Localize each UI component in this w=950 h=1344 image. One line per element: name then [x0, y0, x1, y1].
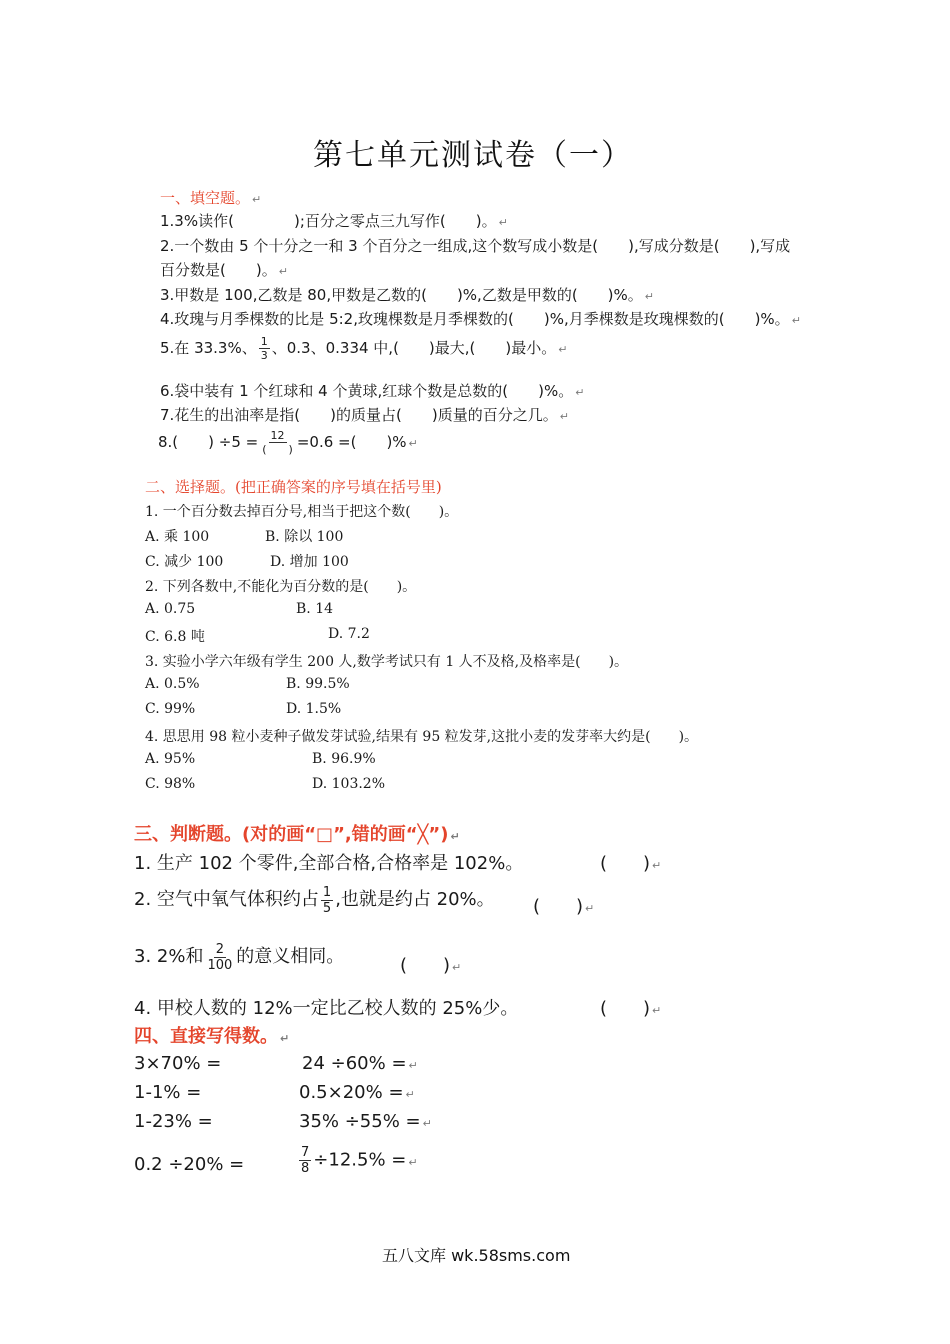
- judge-q1-answer-paren: ( ) ↵: [600, 853, 662, 874]
- paragraph-mark-icon: ↵: [498, 216, 508, 229]
- fill-q5: 5.在 33.3%、 $\frac{1}{3}$ 、0.3、0.334 中,( )最大,( )最小。 ↵: [160, 335, 568, 362]
- judge-q4-answer-paren: ( ) ↵: [600, 998, 662, 1019]
- paragraph-mark-icon: ↵: [408, 437, 418, 450]
- choice-q3-option-c: C. 99%: [145, 701, 196, 717]
- calc-row3-right: 35% ÷55% = ↵: [299, 1111, 432, 1132]
- choice-q1-option-a: A. 乘 100: [145, 529, 210, 545]
- footer-watermark: 五八文库 wk.58sms.com: [382, 1246, 571, 1265]
- choice-q3-option-b: B. 99.5%: [286, 676, 350, 692]
- choice-q1: 1. 一个百分数去掉百分号,相当于把这个数( )。: [145, 504, 459, 520]
- fill-q3: 3.甲数是 100,乙数是 80,甲数是乙数的( )%,乙数是甲数的( )%。 ↵: [160, 286, 655, 304]
- choice-q3: 3. 实验小学六年级有学生 200 人,数学考试只有 1 人不及格,及格率是( )。: [145, 654, 629, 670]
- judge-q2-answer-paren: ( ) ↵: [533, 896, 595, 917]
- calc-row1-right: 24 ÷60% = ↵: [302, 1053, 418, 1074]
- paragraph-mark-icon: ↵: [450, 830, 460, 843]
- paragraph-mark-icon: ↵: [652, 859, 662, 872]
- judge-q3-answer-paren: ( ) ↵: [400, 955, 462, 976]
- calc-row2-right: 0.5×20% = ↵: [299, 1082, 415, 1103]
- paragraph-mark-icon: ↵: [405, 1088, 415, 1101]
- paragraph-mark-icon: ↵: [252, 193, 262, 206]
- calc-row1-left: 3×70% =: [134, 1053, 222, 1074]
- choice-q4-option-d: D. 103.2%: [312, 776, 386, 792]
- paragraph-mark-icon: ↵: [558, 343, 568, 356]
- calc-row2-left: 1-1% =: [134, 1082, 202, 1103]
- section4-heading: 四、直接写得数。 ↵: [134, 1026, 290, 1047]
- choice-q2-option-d: D. 7.2: [328, 626, 370, 642]
- paragraph-mark-icon: ↵: [422, 1117, 432, 1130]
- fill-q4: 4.玫瑰与月季棵数的比是 5:2,玫瑰棵数是月季棵数的( )%,月季棵数是玫瑰棵数的( )%。 ↵: [160, 310, 801, 328]
- paragraph-mark-icon: ↵: [452, 961, 462, 974]
- choice-q3-option-d: D. 1.5%: [286, 701, 342, 717]
- paragraph-mark-icon: ↵: [791, 314, 801, 327]
- paragraph-mark-icon: ↵: [408, 1155, 418, 1169]
- choice-q2-option-a: A. 0.75: [145, 601, 196, 617]
- section2-heading: 二、选择题。(把正确答案的序号填在括号里): [145, 478, 442, 496]
- paragraph-mark-icon: ↵: [652, 1004, 662, 1017]
- fraction-seven-eighths: $\frac{7}{8}$: [301, 1145, 310, 1176]
- fill-q8: 8.( ) ÷5 = $\frac{12}{( )}$ =0.6 =( )% ↵: [158, 429, 418, 456]
- section3-heading: 三、判断题。(对的画“□”,错的画“╳”) ↵: [134, 824, 460, 845]
- choice-q4: 4. 思思用 98 粒小麦种子做发芽试验,结果有 95 粒发芽,这批小麦的发芽率大约是( )。: [145, 729, 699, 745]
- calc-row4-right: $\frac{7}{8}$ ÷12.5% = ↵: [301, 1145, 418, 1176]
- fraction-one-third: $\frac{1}{3}$: [260, 335, 268, 362]
- paragraph-mark-icon: ↵: [559, 410, 569, 423]
- judge-q2: 2. 空气中氧气体积约占 $\frac{1}{5}$ ,也就是约占 20%。: [134, 884, 495, 916]
- fill-q2-line2: 百分数是( )。 ↵: [160, 261, 288, 279]
- choice-q2-option-c: C. 6.8 吨: [145, 629, 205, 645]
- calc-row4-left: 0.2 ÷20% =: [134, 1154, 245, 1175]
- fill-q6: 6.袋中装有 1 个红球和 4 个黄球,红球个数是总数的( )%。 ↵: [160, 382, 585, 400]
- fraction-twelve-over-blank: $\frac{12}{( )}$: [262, 429, 293, 456]
- paragraph-mark-icon: ↵: [408, 1059, 418, 1072]
- choice-q3-option-a: A. 0.5%: [145, 676, 200, 692]
- choice-q4-option-b: B. 96.9%: [312, 751, 376, 767]
- fill-q2-line1: 2.一个数由 5 个十分之一和 3 个百分之一组成,这个数写成小数是( ),写成分数是( ),写成: [160, 237, 791, 255]
- judge-q4: 4. 甲校人数的 12%一定比乙校人数的 25%少。: [134, 998, 519, 1019]
- judge-q1: 1. 生产 102 个零件,全部合格,合格率是 102%。: [134, 853, 524, 874]
- choice-q4-option-c: C. 98%: [145, 776, 196, 792]
- paragraph-mark-icon: ↵: [278, 265, 288, 278]
- choice-q1-option-c: C. 减少 100: [145, 554, 224, 570]
- fill-q1: 1.3%读作( );百分之零点三九写作( )。 ↵: [160, 212, 508, 230]
- judge-q3: 3. 2%和 $\frac{2}{100}$ 的意义相同。: [134, 941, 345, 973]
- paragraph-mark-icon: ↵: [575, 386, 585, 399]
- choice-q1-option-d: D. 增加 100: [270, 554, 349, 570]
- fill-q7: 7.花生的出油率是指( )的质量占( )质量的百分之几。 ↵: [160, 406, 569, 424]
- calc-row3-left: 1-23% =: [134, 1111, 213, 1132]
- choice-q2: 2. 下列各数中,不能化为百分数的是( )。: [145, 579, 417, 595]
- page-title: 第七单元测试卷（一）: [313, 138, 633, 173]
- section1-heading: 一、填空题。 ↵: [160, 189, 262, 207]
- fraction-two-hundredths: $\frac{2}{100}$: [207, 941, 233, 973]
- paragraph-mark-icon: ↵: [280, 1032, 290, 1045]
- choice-q4-option-a: A. 95%: [145, 751, 196, 767]
- choice-q1-option-b: B. 除以 100: [265, 529, 344, 545]
- paragraph-mark-icon: ↵: [644, 290, 655, 303]
- fraction-one-fifth: $\frac{1}{5}$: [322, 884, 332, 916]
- paragraph-mark-icon: ↵: [585, 902, 595, 915]
- choice-q2-option-b: B. 14: [296, 601, 334, 617]
